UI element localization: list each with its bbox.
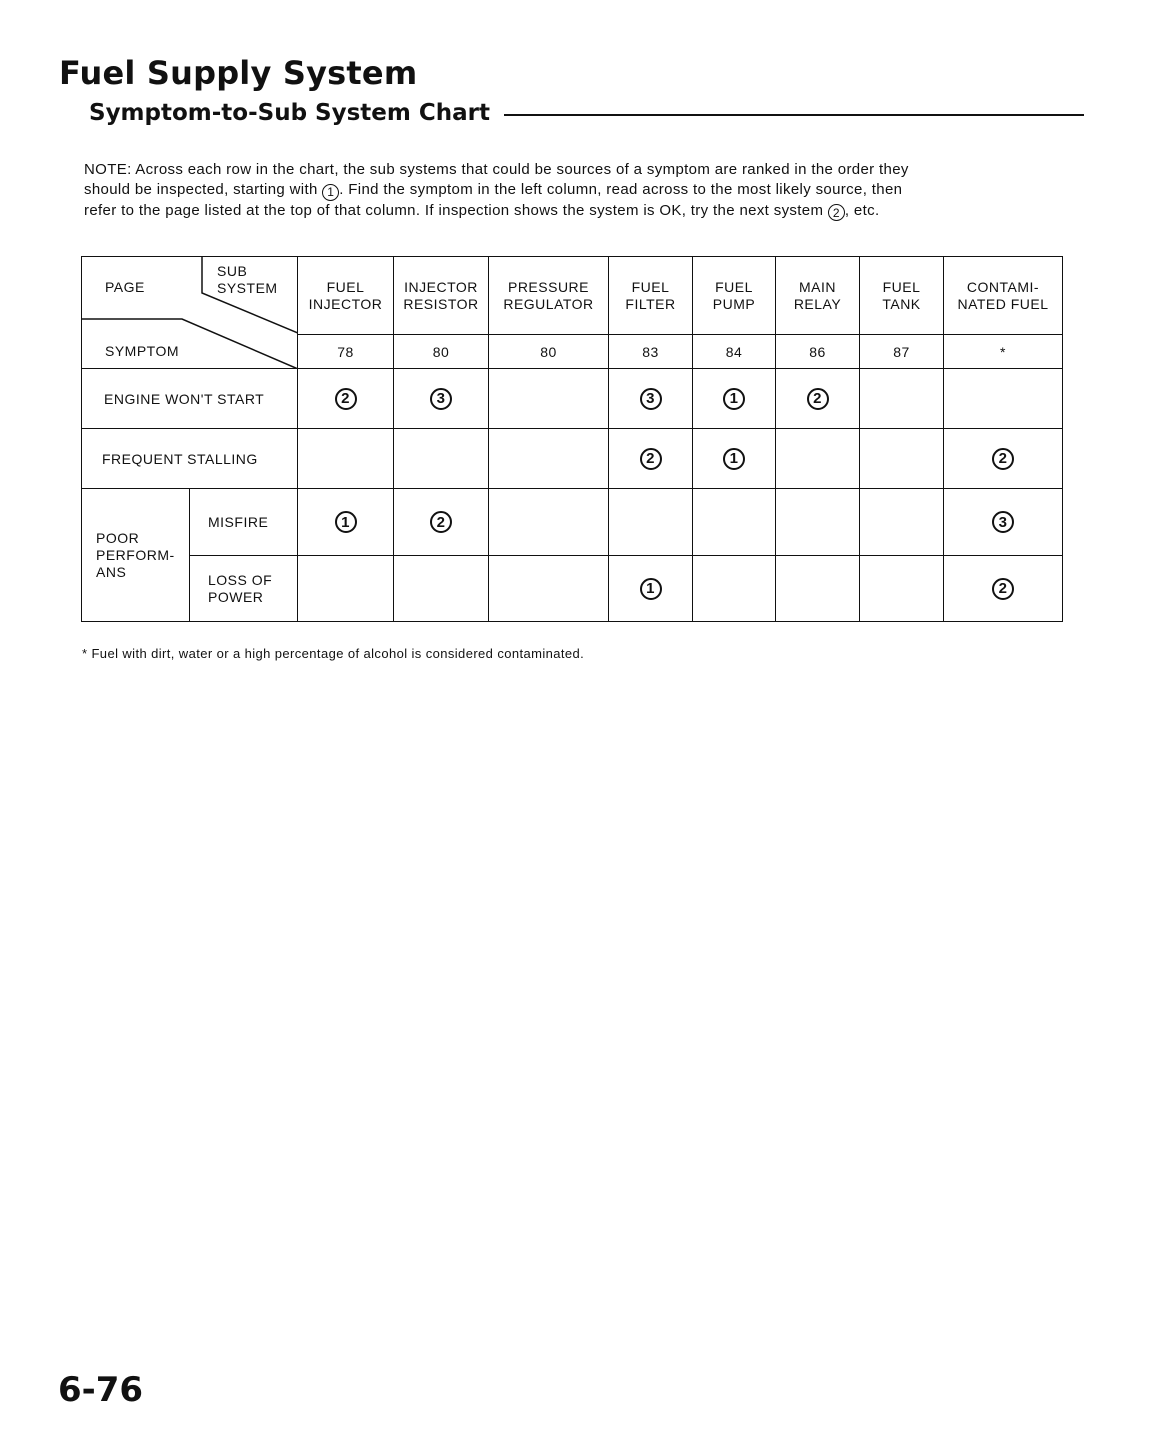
sub-symptom-label: MISFIRE [190,489,298,556]
circled-rank-icon: 1 [335,511,357,533]
note-text: refer to the page listed at the top of that column. If inspection shows the system is OK, try the next system [84,201,828,219]
note-line-1: NOTE: Across each row in the chart, the sub systems that could be sources of a symptom are ranked in the order they [84,161,909,178]
corner-symptom-label: SYMPTOM [105,343,180,359]
symptom-label: FREQUENT STALLING [82,429,298,489]
circled-rank-icon: 3 [992,511,1014,533]
table-row [82,556,1063,622]
rank-cell [609,369,693,429]
circled-rank-icon: 2 [807,388,829,410]
corner-system-label: SYSTEM [217,280,278,296]
corner-cell [82,257,298,369]
rank-cell [394,369,489,429]
col-header-main-relay: MAIN RELAY [776,257,860,335]
col-header-injector-resistor: INJECTOR RESISTOR [394,257,489,335]
section-subtitle: Symptom-to-Sub System Chart [89,100,490,126]
rank-cell [609,429,693,489]
corner-sub-label: SUB [217,263,248,279]
circled-rank-icon: 1 [723,448,745,470]
note-paragraph [84,160,1079,221]
rank-cell [489,369,609,429]
page-number: 6-76 [58,1370,144,1410]
rank-cell [860,556,944,622]
circled-rank-icon: 3 [430,388,452,410]
col-header-pressure-regulator: PRESSURE REGULATOR [489,257,609,335]
corner-page-label: PAGE [105,279,145,295]
rank-cell [489,429,609,489]
rank-cell [860,369,944,429]
note-line-3 [84,201,1079,222]
circled-rank-icon: 2 [640,448,662,470]
rank-cell [776,556,860,622]
note-text: should be inspected, starting with [84,181,323,198]
col-header-fuel-filter: FUEL FILTER [609,257,693,335]
rank-cell [860,489,944,556]
rank-cell [609,489,693,556]
rank-cell [944,489,1063,556]
subtitle-row [89,98,1084,128]
rank-cell [489,489,609,556]
table-row [82,429,1063,489]
col-header-fuel-tank: FUEL TANK [860,257,944,335]
rank-cell [298,369,394,429]
rank-cell [693,556,776,622]
rank-cell [776,369,860,429]
symptom-label: ENGINE WON'T START [82,369,298,429]
col-header-fuel-pump: FUEL PUMP [693,257,776,335]
note-text: , etc. [844,201,880,219]
footnote: * Fuel with dirt, water or a high percentage of alcohol is considered contaminated. [82,646,585,661]
note-text: . Find the symptom in the left column, read across to the most likely source, then [339,181,903,198]
page-ref: 83 [609,335,693,369]
table-row [82,489,1063,556]
page-ref: 84 [693,335,776,369]
col-header-contaminated-fuel: CONTAMI- NATED FUEL [944,257,1063,335]
header-row [82,257,1063,335]
note-line-2 [84,180,1079,201]
circled-rank-icon: 2 [335,388,357,410]
subtitle-rule [504,114,1084,116]
symptom-chart-table [81,256,1063,622]
poor-performance-label: POOR PERFORM- ANS [82,489,190,622]
rank-cell [944,369,1063,429]
sub-symptom-label: LOSS OF POWER [190,556,298,622]
rank-cell [298,556,394,622]
rank-cell [298,429,394,489]
rank-cell [776,489,860,556]
rank-cell [609,556,693,622]
circled-number-icon: 1 [322,184,339,201]
page-ref: 78 [298,335,394,369]
page-ref: 86 [776,335,860,369]
page-ref: 80 [394,335,489,369]
rank-cell [394,429,489,489]
rank-cell [394,489,489,556]
rank-cell [776,429,860,489]
table-row [82,369,1063,429]
rank-cell [944,429,1063,489]
rank-cell [489,556,609,622]
page-ref: * [944,335,1063,369]
circled-rank-icon: 2 [992,448,1014,470]
rank-cell [693,489,776,556]
page-title: Fuel Supply System [59,54,418,92]
rank-cell [693,429,776,489]
rank-cell [860,429,944,489]
circled-rank-icon: 2 [992,578,1014,600]
rank-cell [693,369,776,429]
rank-cell [298,489,394,556]
col-header-fuel-injector: FUEL INJECTOR [298,257,394,335]
page-ref: 87 [860,335,944,369]
rank-cell [944,556,1063,622]
page-ref: 80 [489,335,609,369]
circled-rank-icon: 3 [640,388,662,410]
circled-rank-icon: 2 [430,511,452,533]
circled-number-icon: 2 [828,204,845,221]
rank-cell [394,556,489,622]
circled-rank-icon: 1 [640,578,662,600]
circled-rank-icon: 1 [723,388,745,410]
